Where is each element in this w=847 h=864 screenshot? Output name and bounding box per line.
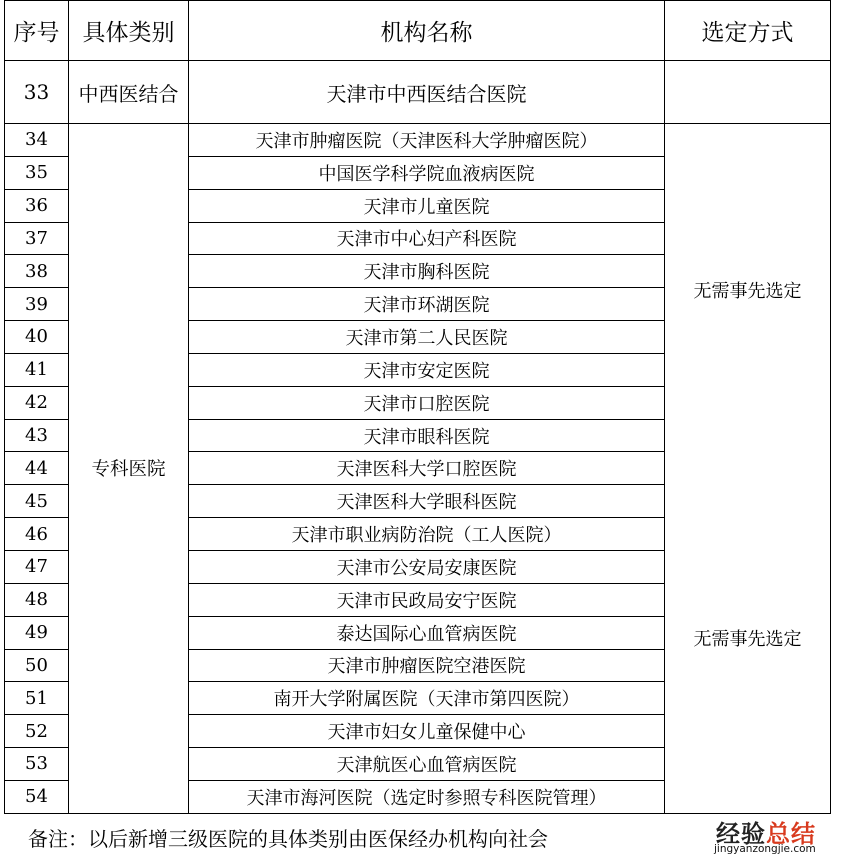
watermark-logo-text: 经验总结 <box>716 820 816 848</box>
row-no: 39 <box>5 288 69 321</box>
header-category: 具体类别 <box>69 1 189 61</box>
row-name: 泰达国际心血管病医院 <box>189 616 665 649</box>
row-name: 天津市妇女儿童保健中心 <box>189 715 665 748</box>
row-no: 35 <box>5 156 69 189</box>
row-no: 40 <box>5 321 69 354</box>
row-no: 50 <box>5 649 69 682</box>
site-watermark <box>712 814 838 860</box>
row-name: 天津市眼科医院 <box>189 419 665 452</box>
row-no: 45 <box>5 485 69 518</box>
row-no: 33 <box>5 61 69 124</box>
row-no: 36 <box>5 189 69 222</box>
row-no: 41 <box>5 353 69 386</box>
row-no: 46 <box>5 518 69 551</box>
row-no: 37 <box>5 222 69 255</box>
row-no: 53 <box>5 748 69 781</box>
header-mode: 选定方式 <box>665 1 831 61</box>
row-name: 天津市中心妇产科医院 <box>189 222 665 255</box>
row-no: 49 <box>5 616 69 649</box>
row-name: 天津市海河医院（选定时参照专科医院管理） <box>189 780 665 813</box>
row-no: 43 <box>5 419 69 452</box>
row-no: 52 <box>5 715 69 748</box>
row-name: 天津医科大学眼科医院 <box>189 485 665 518</box>
row-name: 天津市职业病防治院（工人医院） <box>189 518 665 551</box>
row-name: 南开大学附属医院（天津市第四医院） <box>189 682 665 715</box>
row-name: 天津市口腔医院 <box>189 386 665 419</box>
header-name: 机构名称 <box>189 1 665 61</box>
row-no: 38 <box>5 255 69 288</box>
row-mode <box>665 124 831 814</box>
row-name: 天津市公安局安康医院 <box>189 550 665 583</box>
hospital-table <box>4 0 831 814</box>
watermark-url: jingyanzongjie.com <box>714 843 816 855</box>
row-no: 51 <box>5 682 69 715</box>
header-no: 序号 <box>5 1 69 61</box>
header-row <box>5 1 831 61</box>
table-row <box>5 124 831 157</box>
row-name: 天津市肿瘤医院（天津医科大学肿瘤医院） <box>189 124 665 157</box>
row-no: 47 <box>5 550 69 583</box>
row-name: 天津市儿童医院 <box>189 189 665 222</box>
row-mode <box>665 61 831 124</box>
selection-mode-text: 无需事先选定 <box>693 281 802 302</box>
row-name: 天津市中西医结合医院 <box>189 61 665 124</box>
row-no: 54 <box>5 780 69 813</box>
row-no: 42 <box>5 386 69 419</box>
row-category: 专科医院 <box>69 124 189 814</box>
footnote: 备注：以后新增三级医院的具体类别由医保经办机构向社会 <box>28 827 548 851</box>
row-no: 48 <box>5 583 69 616</box>
row-name: 天津市民政局安宁医院 <box>189 583 665 616</box>
table-row <box>5 61 831 124</box>
row-name: 天津市环湖医院 <box>189 288 665 321</box>
selection-mode-text: 无需事先选定 <box>693 629 802 650</box>
row-name: 天津市胸科医院 <box>189 255 665 288</box>
row-no: 44 <box>5 452 69 485</box>
row-name: 中国医学科学院血液病医院 <box>189 156 665 189</box>
row-name: 天津市安定医院 <box>189 353 665 386</box>
row-name: 天津医科大学口腔医院 <box>189 452 665 485</box>
row-category: 中西医结合 <box>69 61 189 124</box>
row-name: 天津航医心血管病医院 <box>189 748 665 781</box>
row-name: 天津市肿瘤医院空港医院 <box>189 649 665 682</box>
row-no: 34 <box>5 124 69 157</box>
row-name: 天津市第二人民医院 <box>189 321 665 354</box>
